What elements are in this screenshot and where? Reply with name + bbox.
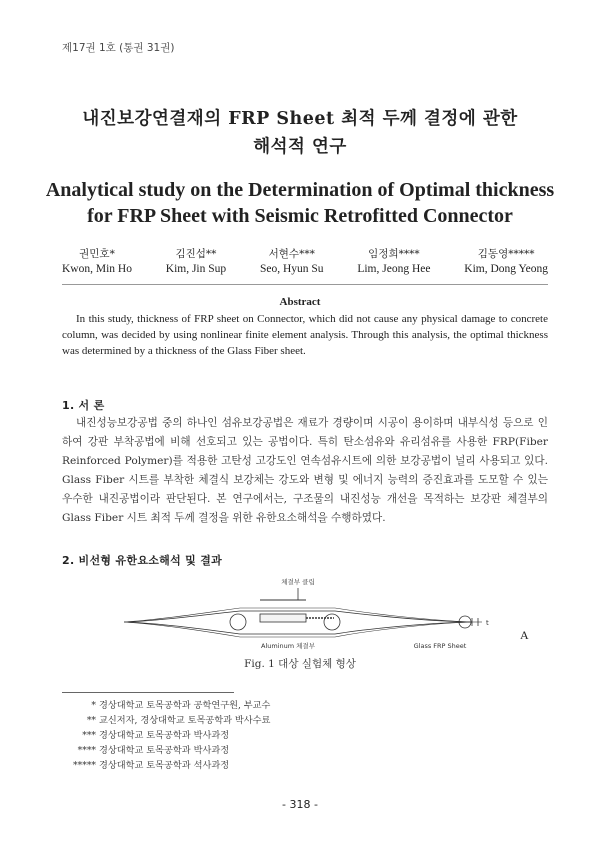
figure-caption: Fig. 1 대상 실험체 형상: [244, 658, 356, 670]
author: [62, 246, 132, 275]
footnote-mark: ****: [77, 745, 96, 756]
korean-title-line1: 내진보강연결재의 FRP Sheet 최적 두께 결정에 관한: [82, 109, 518, 129]
author-korean-name: 권민호*: [79, 248, 115, 260]
aluminum-connector: [260, 614, 306, 622]
footnote-mark: ***: [82, 730, 96, 741]
author-english-name: Seo, Hyun Su: [259, 263, 324, 275]
author-english-name: Kwon, Min Ho: [62, 263, 132, 275]
aluminum-label: Aluminum 체결부: [261, 642, 315, 650]
detail-circle-left: [230, 614, 246, 630]
english-title-line1: Analytical study on the Determination of Optimal thickness: [45, 179, 555, 201]
footnote-list: [62, 698, 362, 773]
author-english-name: Kim, Dong Yeong: [464, 263, 548, 275]
author-korean-name: 김동영*****: [477, 248, 535, 260]
header-divider: [62, 284, 548, 285]
footnote-mark: *****: [73, 760, 96, 771]
page-number: - 318 -: [282, 798, 318, 811]
footnote-text: 경상대학교 토목공학과 석사과정: [99, 760, 230, 771]
figure-letter-a: A: [520, 628, 529, 642]
author: [357, 246, 430, 275]
author: [464, 246, 548, 275]
volume-header: 제17권 1호 (통권 31권): [62, 42, 175, 54]
author-english-name: Kim, Jin Sup: [165, 263, 227, 275]
footnote: [62, 743, 362, 758]
author-korean-name: 서현수***: [268, 248, 315, 260]
footnote-text: 경상대학교 토목공학과 박사과정: [99, 745, 230, 756]
abstract-heading: Abstract: [279, 296, 321, 308]
english-title-line2: for FRP Sheet with Seismic Retrofitted Connector: [87, 205, 513, 227]
section1-heading: 1. 서 론: [62, 399, 105, 412]
footnote-mark: *: [91, 700, 96, 711]
section2-heading: 2. 비선형 유한요소해석 및 결과: [62, 554, 223, 567]
detail-circle-middle: [324, 614, 340, 630]
author: [166, 246, 226, 275]
author: [260, 246, 324, 275]
glass-frp-label: Glass FRP Sheet: [413, 642, 467, 650]
specimen-figure: [120, 574, 550, 658]
korean-title-line2: 해석적 연구: [253, 137, 347, 157]
footnote-text: 경상대학교 토목공학과 공학연구원, 부교수: [99, 700, 271, 711]
footnote: [62, 758, 362, 773]
footnote: [62, 713, 362, 728]
author-korean-name: 임정희****: [368, 248, 420, 260]
abstract-text: In this study, thickness of FRP sheet on Connector, which did not cause any physical damage to concrete column, was decided by using nonlinear finite element analysis. Through this analysis, the optimal thickness was determined by a thickness of the Glass Fiber sheet.: [62, 313, 548, 357]
footnote-divider: [62, 692, 234, 693]
footnote-mark: **: [86, 715, 96, 726]
clip-label: 체결부 클립: [281, 578, 315, 586]
section1-text: 내진성능보강공법 중의 하나인 섬유보강공법은 재료가 경량이며 시공이 용이하며 내부식성 등으로 인하여 강판 부착공법에 비해 선호되고 있는 공법이다. 특히 탄소섬유와 유리섬유를 사용한 FRP(Fiber Reinforced Polymer)를 적용한 고탄성 고강도인 연속섬유시트에 의한 보강공법이 널리 사용되고 있다. Glass Fiber 시트를 부착한 체결식 보강체는 강도와 변형 및 에너지 능력의 증진효과를 도모할 수 있는 우수한 내진공법이라 판단된다. 본 연구에서는, 구조물의 내진성능 개선을 목적하는 보강판 체결부의 Glass Fiber 시트 최적 두께 결정을 위한 유한요소해석을 수행하였다.: [62, 417, 548, 524]
author-korean-name: 김진섭**: [175, 248, 217, 260]
footnote: [62, 728, 362, 743]
footnote-text: 경상대학교 토목공학과 박사과정: [99, 730, 230, 741]
thickness-label: t: [486, 619, 489, 627]
author-english-name: Lim, Jeong Hee: [357, 263, 431, 275]
author-list: [62, 246, 548, 275]
footnote-text: 교신저자, 경상대학교 토목공학과 박사수료: [99, 715, 271, 726]
footnote: [62, 698, 362, 713]
